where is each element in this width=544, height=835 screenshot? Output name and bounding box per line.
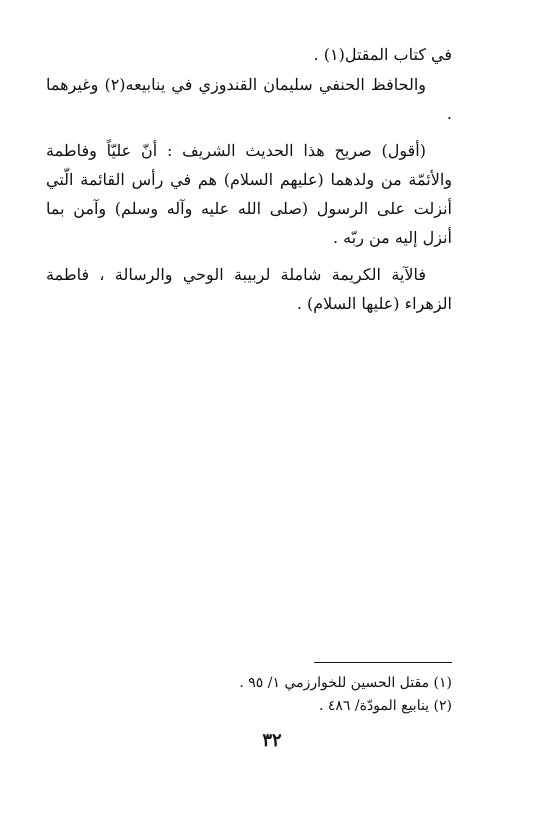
paragraph-1: في كتاب المقتل(١) . bbox=[313, 45, 452, 64]
main-text bbox=[46, 40, 452, 326]
footnote-2: (٢) ينابيع المودّة/ ٤٨٦ . bbox=[318, 698, 452, 714]
page-number: ٣٢ bbox=[262, 730, 282, 751]
footnote-divider bbox=[314, 662, 452, 663]
paragraph-3: (أقول) صريح هذا الحديث الشريف : أنّ عليّاً وفاطمة والأئمّة من ولدهما (عليهم السلام) هم في رأس القائمة الّتي أنزلت على الرسول (صلى الله عليه وآله وسلم) وآمن بما أنزل إليه من ربّه . bbox=[46, 141, 452, 247]
footnotes bbox=[46, 672, 452, 718]
footnote-1: (١) مقتل الحسين للخوارزمي ١/ ٩٥ . bbox=[239, 675, 452, 691]
paragraph-4: فالآية الكريمة شاملة لربيبة الوحي والرسالة ، فاطمة الزهراء (عليها السلام) . bbox=[46, 265, 452, 313]
paragraph-2: والحافظ الحنفي سليمان القندوزي في ينابيعه(٢) وغيرهما . bbox=[46, 75, 452, 123]
